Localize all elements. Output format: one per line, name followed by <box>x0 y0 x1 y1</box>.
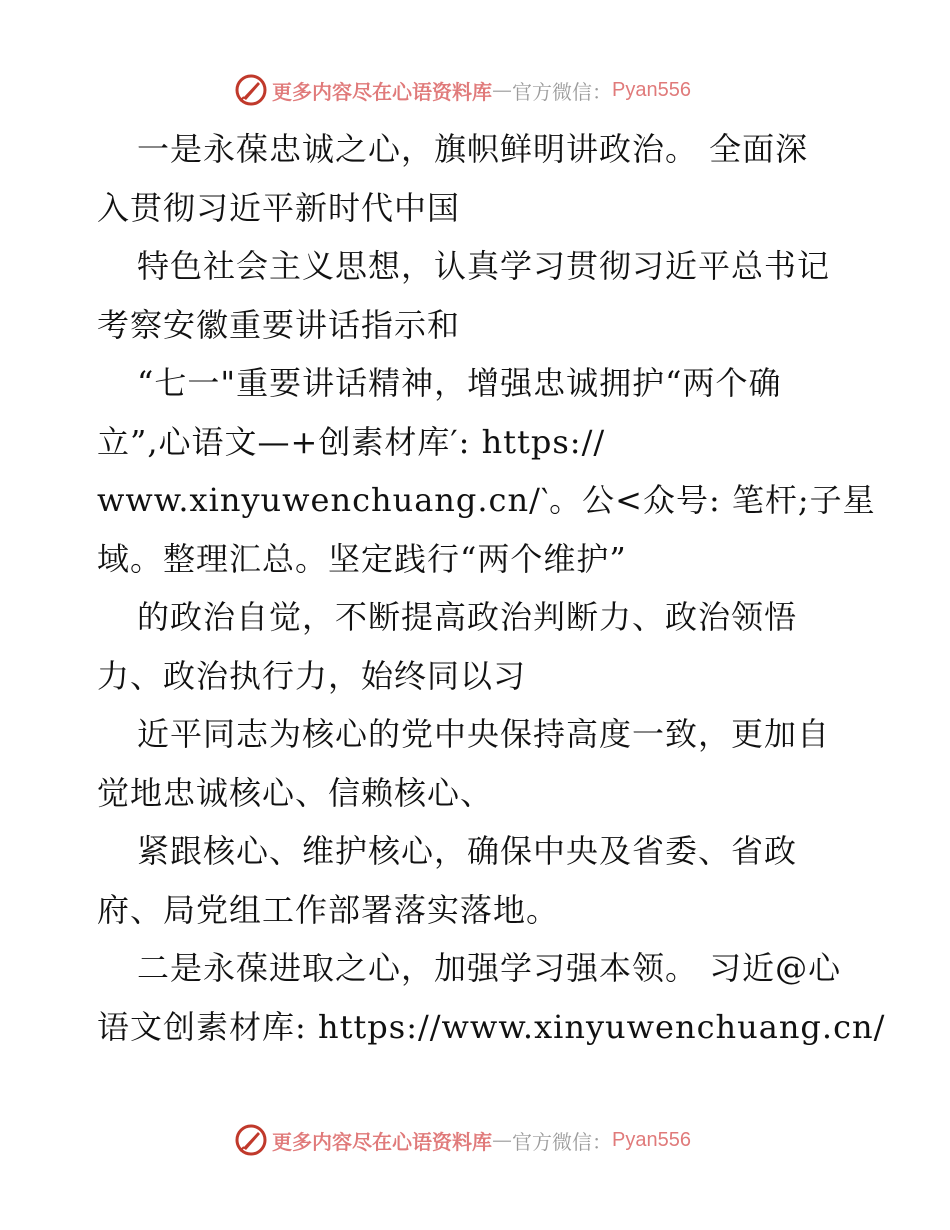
watermark-site-text: 更多内容尽在心语资料库 <box>272 1129 492 1154</box>
text-line: “七一"重要讲话精神，增强忠诚拥护“两个确 <box>137 364 782 402</box>
text-line: 立”,心语文—+创素材库′: https:// <box>97 422 606 461</box>
text-line: 力、政治执行力，始终同以习 <box>97 656 527 695</box>
footer-watermark <box>234 1123 691 1157</box>
text-line: www.xinyuwenchuang.cn/‵。公<众号: 笔杆;子星 <box>97 481 876 519</box>
watermark-wechat-id: Pyan556 <box>612 1128 691 1151</box>
text-line: 二是永葆进取之心，加强学习强本领。 习近@心 <box>137 949 842 987</box>
watermark-official-label: 官方微信： <box>512 1129 612 1154</box>
watermark-separator: — <box>492 1128 512 1152</box>
watermark-separator: — <box>492 78 512 102</box>
header-watermark <box>234 73 691 107</box>
text-line: 语文创素材库: https://www.xinyuwenchuang.cn/ <box>97 1007 886 1046</box>
text-line: 特色社会主义思想，认真学习贯彻习近平总书记 <box>137 247 831 285</box>
watermark-official-label: 官方微信： <box>512 79 612 104</box>
text-line: 府、局党组工作部署落实落地。 <box>97 890 560 929</box>
text-line: 一是永葆忠诚之心，旗帜鲜明讲政治。 全面深 <box>137 130 809 168</box>
text-line: 考察安徽重要讲话指示和 <box>97 305 461 344</box>
text-line: 觉地忠诚核心、信赖核心、 <box>97 773 494 812</box>
text-line: 紧跟核心、维护核心，确保中央及省委、省政 <box>137 832 798 870</box>
text-line: 入贯彻习近平新时代中国 <box>97 188 461 227</box>
text-line: 的政治自觉，不断提高政治判断力、政治领悟 <box>137 598 798 636</box>
red-quill-logo-icon <box>234 1123 268 1157</box>
watermark-site-text: 更多内容尽在心语资料库 <box>272 79 492 104</box>
watermark-wechat-id: Pyan556 <box>612 78 691 101</box>
red-quill-logo-icon <box>234 73 268 107</box>
text-line: 域。整理汇总。坚定践行“两个维护” <box>97 539 627 578</box>
text-line: 近平同志为核心的党中央保持高度一致，更加自 <box>137 715 831 753</box>
document-body <box>97 120 886 1056</box>
